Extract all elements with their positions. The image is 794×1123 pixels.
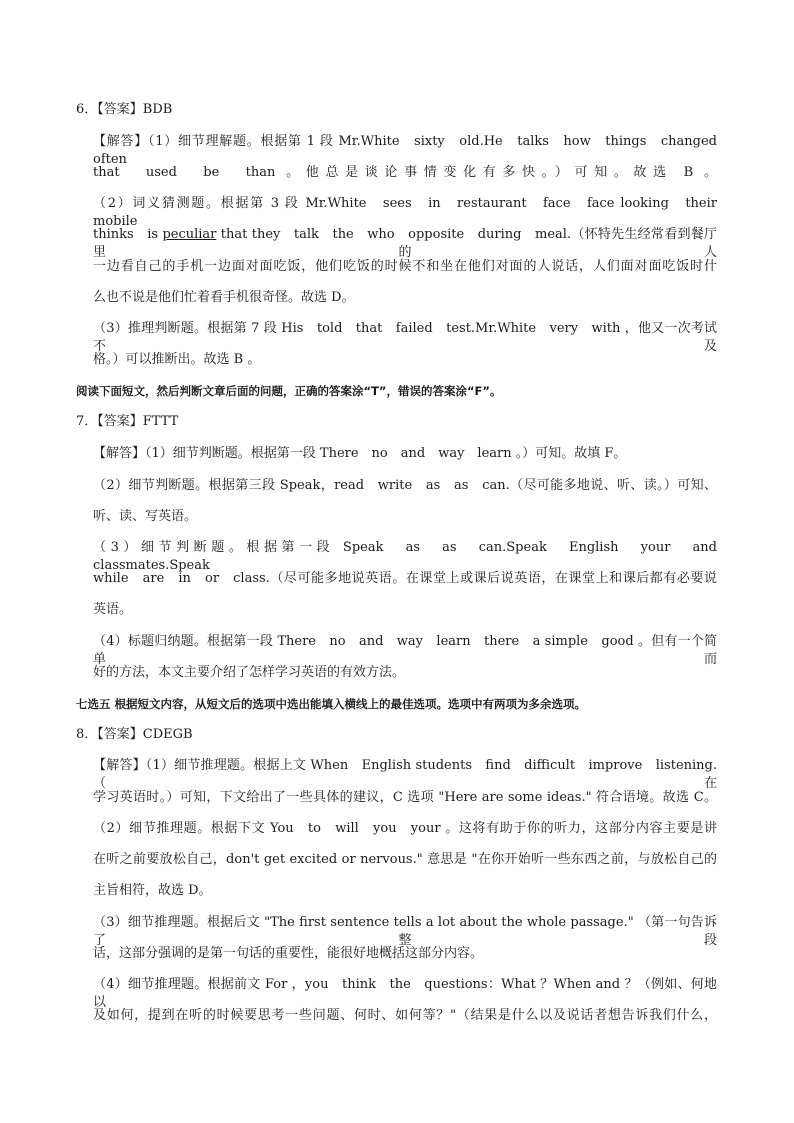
q7-explanation-line-3: 听、读、写英语。 — [93, 509, 198, 524]
q6-explanation-line-2: that used be than 。他总是谈论事情变化有多快。）可知。故选 B 。 — [93, 165, 717, 180]
q8-explanation-line-8: （4）细节推理题。根据前文 For ，you think the questions：What ？When and ？（例如、何地以 — [93, 977, 717, 1010]
q6-explanation-line-1: 【解答】（1）细节理解题。根据第 1 段 Mr.White sixty old.He talks how things changed often — [93, 134, 717, 167]
q8-explanation-line-2: 学习英语时。）可知，下文给出了一些具体的建议，C 选项 "Here are some ideas." 符合语境。故选 C。 — [93, 790, 717, 805]
q8-answer-heading: 8．【答案】CDEGB — [76, 727, 193, 742]
q6-line-4-start: thinks is — [93, 227, 163, 242]
section-heading-seven-choose-five: 七选五 根据短文内容，从短文后的选项中选出能填入横线上的最佳选项。选项中有两项为多余选项。 — [76, 697, 586, 711]
q6-explanation-line-8: 格。）可以推断出。故选 B 。 — [93, 352, 261, 367]
section-heading-true-false: 阅读下面短文，然后判断文章后面的问题，正确的答案涂“T”，错误的答案涂“F”。 — [76, 384, 502, 398]
q6-explanation-line-4 — [93, 226, 717, 262]
q6-explanation-line-3: （2）词义猜测题。根据第 3 段 Mr.White sees in restaurant face face looking their mobile — [93, 196, 731, 229]
q8-explanation-line-5: 主旨相符，故选 D。 — [93, 883, 212, 898]
q7-explanation-line-7: （4）标题归纳题。根据第一段 There no and way learn there a simple good 。但有一个简单而 — [93, 634, 717, 667]
q7-explanation-line-6: 英语。 — [93, 602, 133, 617]
q7-explanation-line-4: （3）细节判断题。根据第一段 Speak as as can.Speak English your and classmates.Speak — [93, 540, 731, 573]
q8-explanation-line-9: 及如何，提到在听的时候要思考一些问题、何时、如何等？"（结果是什么以及说话者想告诉我们什么， — [93, 1008, 717, 1023]
q6-explanation-line-7: （3）推理判断题。根据第 7 段 His told that failed test.Mr.White very with ，他又一次考试不及 — [93, 321, 717, 354]
q7-answer-heading: 7．【答案】FTTT — [76, 414, 179, 429]
q6-line-4-end: that they talk the who opposite during meal.（怀特先生经常看到餐厅里的人 — [93, 227, 717, 260]
underlined-word-peculiar: peculiar — [162, 227, 217, 242]
q7-explanation-line-1: 【解答】（1）细节判断题。根据第一段 There no and way learn 。）可知。故填 F。 — [93, 446, 627, 461]
q8-explanation-line-4: 在听之前要放松自己，don't get excited or nervous." 意思是 "在你开始听一些东西之前，与放松自己的 — [93, 852, 717, 867]
q6-explanation-line-5: 一边看自己的手机一边面对面吃饭，他们吃饭的时候不和坐在他们对面的人说话，人们面对面吃饭时什 — [93, 259, 717, 274]
q7-explanation-line-5: while are in or class.（尽可能多地说英语。在课堂上或课后说英语，在课堂上和课后都有必要说 — [93, 571, 717, 586]
q8-explanation-line-7: 话，这部分强调的是第一句话的重要性，能很好地概括这部分内容。 — [93, 946, 484, 961]
q6-answer-heading: 6．【答案】BDB — [76, 102, 173, 117]
q7-explanation-line-8: 好的方法，本文主要介绍了怎样学习英语的有效方法。 — [93, 665, 406, 680]
q8-explanation-line-3: （2）细节推理题。根据下文 You to will you your 。这将有助于你的听力，这部分内容主要是讲 — [93, 821, 717, 836]
q8-explanation-line-1: 【解答】（1）细节推理题。根据上文 When English students find difficult improve listening.（在 — [93, 758, 717, 791]
q8-explanation-line-6: （3）细节推理题。根据后文 "The first sentence tells a lot about the whole passage." （第一句告诉了整段 — [93, 915, 717, 948]
q6-explanation-line-6: 么也不说是他们忙着看手机很奇怪。故选 D。 — [93, 290, 355, 305]
q7-explanation-line-2: （2）细节判断题。根据第三段 Speak，read write as as can.（尽可能多地说、听、读。）可知、 — [93, 478, 717, 493]
